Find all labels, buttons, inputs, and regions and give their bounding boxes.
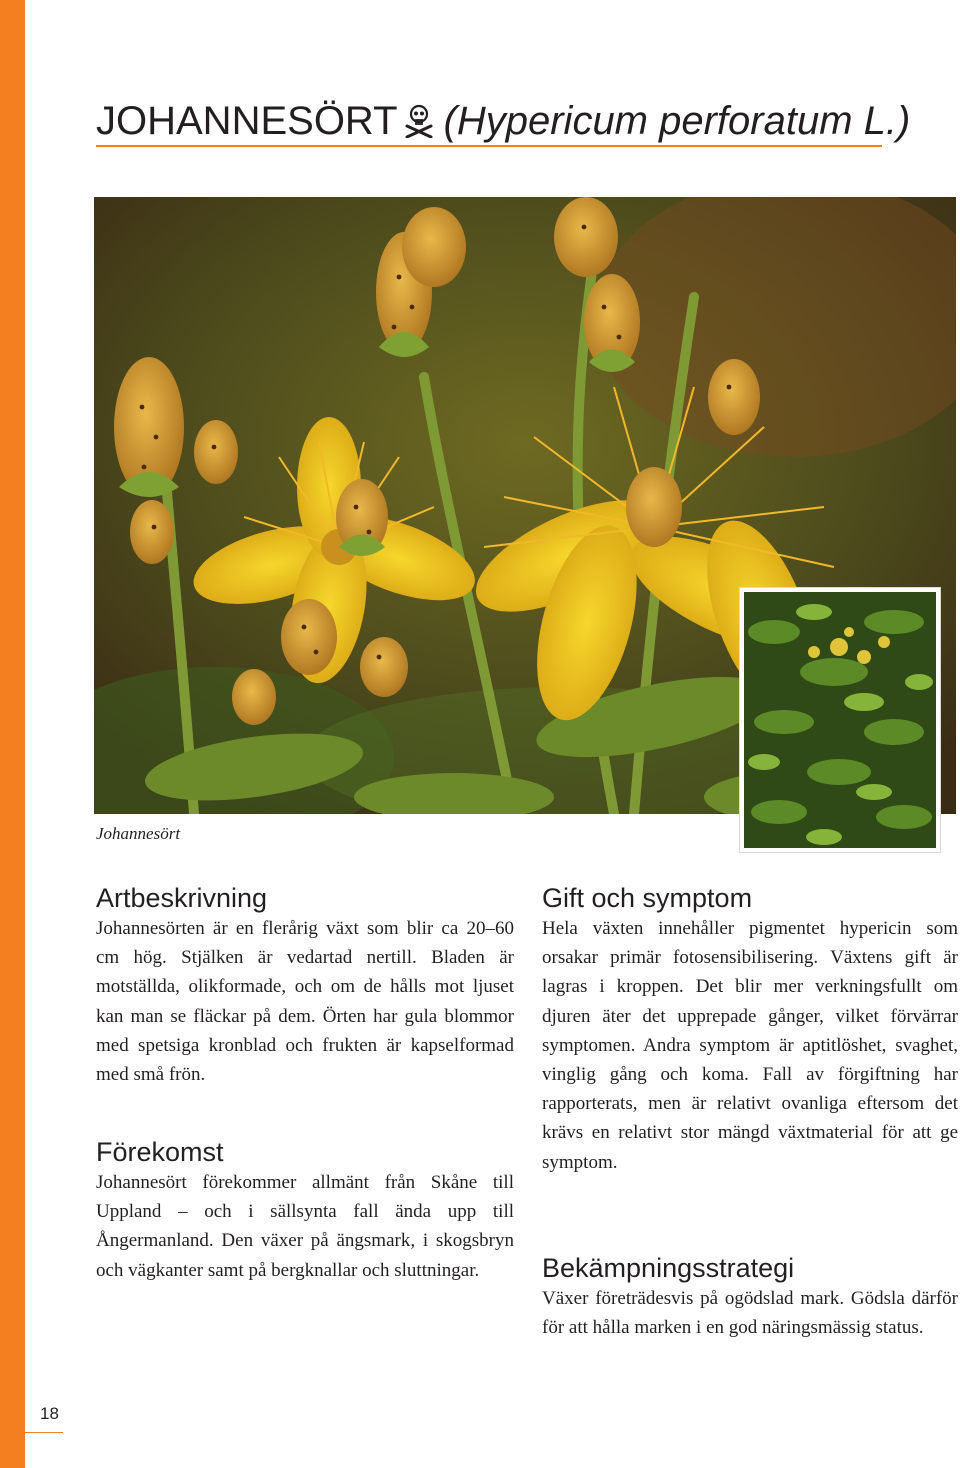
title-rule xyxy=(96,145,882,147)
section-artbeskrivning xyxy=(96,882,514,1089)
page-number-rule xyxy=(25,1432,63,1433)
body-artbeskrivning: Johannesörten är en flerårig växt som blir ca 20–60 cm hög. Stjälken är vedartad nertill. Bladen är motställda, olikformade, och om de hålls mot ljuset kan man se fläckar på dem. Örten har gula blommor med spetsiga kronblad och frukten är kapselformad med små frön. xyxy=(96,918,514,1086)
heading-forekomst: Förekomst xyxy=(96,1137,224,1167)
title-latin: (Hypericum perforatum L.) xyxy=(443,99,911,143)
inset-photo-plant xyxy=(740,588,940,852)
skull-crossbones-icon xyxy=(404,98,434,152)
heading-gift-och-symptom: Gift och symptom xyxy=(542,883,753,913)
body-bekampningsstrategi: Växer företrädesvis på ogödslad mark. Gödsla därför för att hålla marken i en god näringsmässig status. xyxy=(542,1288,958,1339)
page-title xyxy=(96,94,910,152)
section-bekampningsstrategi xyxy=(542,1252,958,1342)
page-number: 18 xyxy=(40,1404,59,1423)
section-gift-och-symptom xyxy=(542,882,958,1177)
section-forekomst xyxy=(96,1136,514,1285)
body-gift-och-symptom: Hela växten innehåller pigmentet hypericin som orsakar primär fotosensibilisering. Växtens gift är lagras i kroppen. Det blir mer verkningsfullt om djuren äter det upprepade gånger, vilket förvärrar symptomen. Andra symptom är aptitlöshet, svaghet, vinglig gång och koma. Fall av förgiftning har rapporterats, men är relativt ovanliga eftersom det krävs en relativt stor mängd växtmaterial för att ge symptom. xyxy=(542,918,958,1173)
figure-caption: Johannesört xyxy=(96,824,181,843)
body-forekomst: Johannesört förekommer allmänt från Skåne till Uppland – och i sällsynta fall ända upp till Ångermanland. Den växer på ängsmark, i skogsbryn och vägkanter samt på bergknallar och sluttningar. xyxy=(96,1172,514,1281)
heading-bekampningsstrategi: Bekämpningsstrategi xyxy=(542,1253,795,1283)
heading-artbeskrivning: Artbeskrivning xyxy=(96,883,268,913)
title-main: JOHANNESÖRT xyxy=(96,99,398,143)
orange-side-bar xyxy=(0,0,25,1468)
